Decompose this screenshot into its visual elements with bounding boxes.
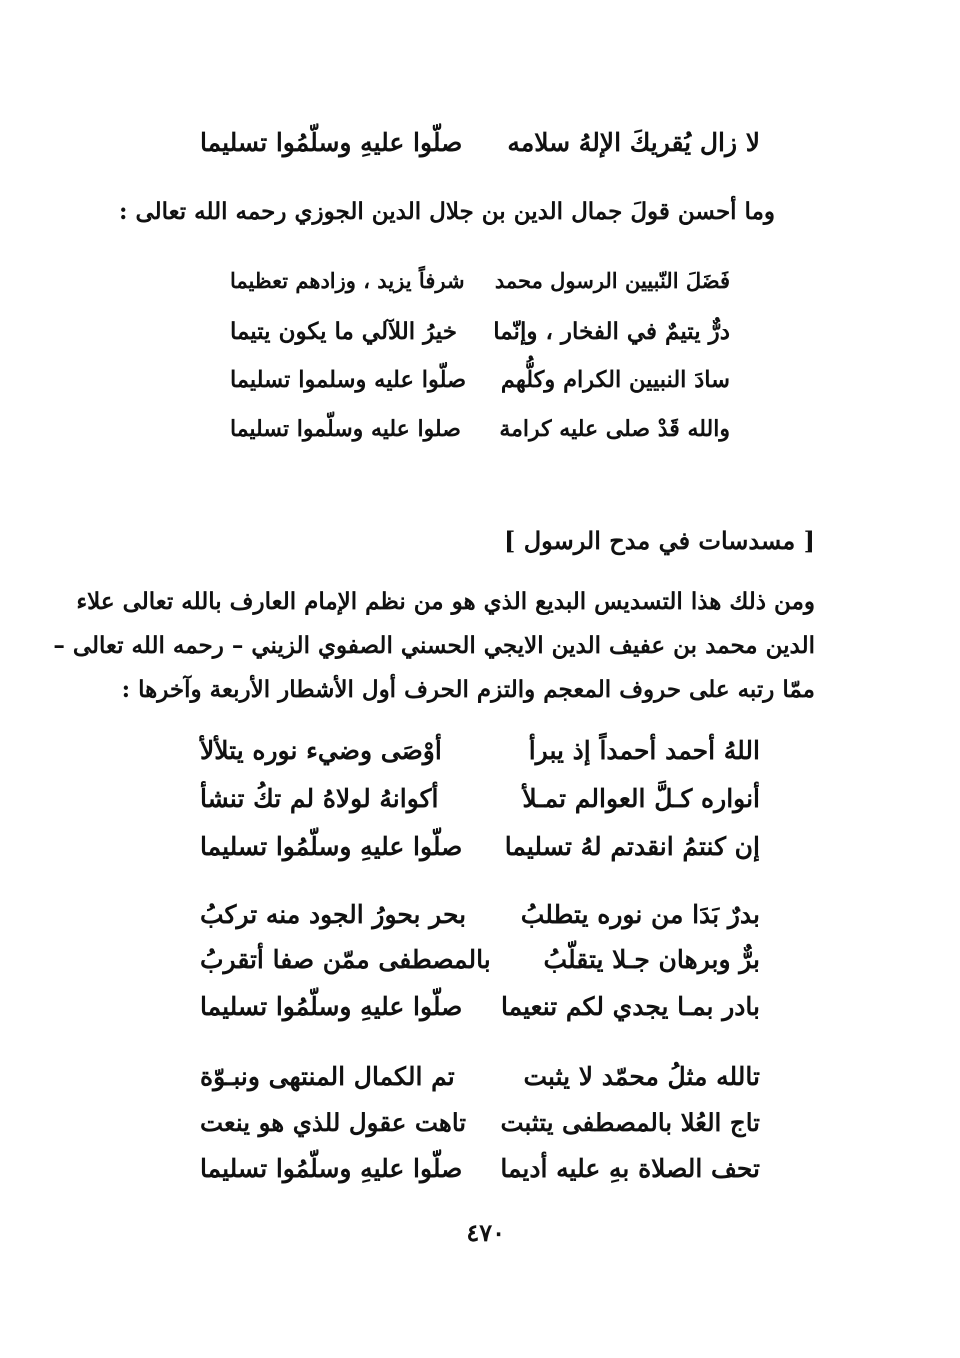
verse-first-hemistich: فَضَلَ النّبيين الرسول محمد: [494, 268, 730, 293]
poem1-verse: [230, 318, 730, 346]
stanza-verse: [200, 1062, 760, 1092]
stanza-verse: [200, 992, 760, 1022]
verse-second-hemistich: بالمصطفى ممّن صفا أتقربُ: [200, 945, 491, 974]
verse-second-hemistich: صلوا عليه وسلّموا تسليما: [230, 416, 461, 442]
stanza-verse: [200, 1154, 760, 1184]
stanza-verse: [200, 736, 760, 766]
verse-second-hemistich: أكوانهُ لولاهُ لم تكُ تنشأ: [200, 784, 439, 813]
verse-second-hemistich: صلّوا عليهِ وسلّمُوا تسليما: [200, 128, 463, 157]
verse-first-hemistich: والله قَدْ صلى عليه كرامة: [499, 416, 730, 442]
verse-first-hemistich: درٌّ يتيمٌ في الفخار ، وإنّما: [493, 318, 730, 345]
paragraph-line: الدين محمد بن عفيف الدين الايجي الحسني الصفوي الزيني – رحمه الله تعالى –: [53, 632, 815, 659]
intro-line: وما أحسن قولَ جمال الدين بن جلال الدين الجوزي رحمه الله تعالى :: [118, 198, 775, 225]
verse-second-hemistich: تاهت عقول للذي هو ينعت: [200, 1108, 467, 1137]
verse-first-hemistich: سادَ النبيين الكرام وكلُّهم: [500, 367, 730, 393]
verse-first-hemistich: إن كنتمُ انقدتم لهُ تسليما: [504, 832, 760, 861]
verse-first-hemistich: تالله مثلُ محمّد لا يثبت: [523, 1062, 760, 1091]
verse-second-hemistich: خيرُ اللآلي ما يكون يتيما: [230, 318, 457, 345]
verse-second-hemistich: صلّوا عليهِ وسلّمُوا تسليما: [200, 832, 463, 861]
poem1-verse: [230, 416, 730, 442]
verse-first-hemistich: تاج العُلا بالمصطفى يتثبت: [500, 1108, 760, 1137]
section-heading: [ مسدسات في مدح الرسول ]: [504, 526, 815, 555]
verse-first-hemistich: لا زال يُقريكَ الإلهُ سلامه: [507, 128, 760, 157]
verse-first-hemistich: اللهُ أحمد أحمداً إذ يبرأ: [528, 736, 760, 765]
verse-first-hemistich: بادر بمـا يجدي لكم تنعيما: [501, 992, 760, 1021]
verse-second-hemistich: صلّوا عليه وسلموا تسليما: [230, 367, 467, 393]
paragraph-line: ممّا رتبه على حروف المعجم والتزم الحرف أول الأشطار الأربعة وآخرها :: [121, 676, 815, 703]
paragraph-line: ومن ذلك هذا التسديس البديع الذي هو من نظم الإمام العارف بالله تعالى علاء: [76, 588, 815, 615]
poem1-verse: [230, 268, 730, 293]
stanza-verse: [200, 945, 760, 975]
verse-second-hemistich: شرفاً يزيد ، وزادهم تعظيما: [230, 268, 465, 293]
verse-first-hemistich: بدرٌ بَدَا من نوره يتطلبُ: [520, 900, 760, 929]
poem1-verse: [230, 367, 730, 394]
verse-first-hemistich: أنواره كـلَّ العوالم تمـلأ: [522, 784, 760, 813]
stanza-verse: [200, 1108, 760, 1137]
verse-first-hemistich: برٌّ وبرهان جـلا يتقلّبُ: [543, 945, 760, 974]
verse-second-hemistich: بحر بحورُ الجود منه تركبُ: [200, 900, 467, 929]
verse-first-hemistich: تحف الصلاة بهِ عليه أديما: [500, 1154, 760, 1183]
verse-second-hemistich: تم الكمال المنتهى ونبـوّة: [200, 1062, 455, 1091]
verse-second-hemistich: صلّوا عليهِ وسلّمُوا تسليما: [200, 992, 463, 1021]
page-number: ٤٧٠: [466, 1218, 505, 1247]
stanza-verse: [200, 832, 760, 862]
verse-second-hemistich: أوْصَى وضيء نوره يتلألأ: [200, 736, 442, 765]
stanza-verse: [200, 784, 760, 814]
stanza-verse: [200, 900, 760, 930]
opening-verse: [200, 128, 760, 158]
verse-second-hemistich: صلّوا عليهِ وسلّمُوا تسليما: [200, 1154, 463, 1183]
